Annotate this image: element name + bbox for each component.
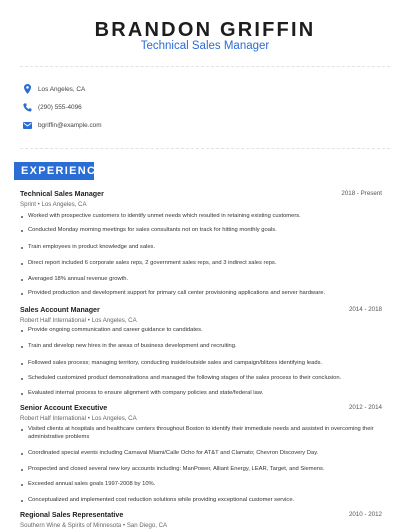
job-title: Regional Sales Representative xyxy=(20,511,124,519)
job-entry xyxy=(20,511,382,529)
job-bullet: Averaged 18% annual revenue growth. xyxy=(20,276,390,284)
job-bullet: Train employees in product knowledge and sales. xyxy=(20,244,390,252)
job-bullet: Visited clients at hospitals and healthcare centers throughout Boston to identify their immediate needs and assisted in overcoming their administrative problems xyxy=(20,426,383,441)
location-pin-icon xyxy=(22,84,32,94)
job-location: Los Angeles, CA xyxy=(41,201,87,208)
job-location: Los Angeles, CA xyxy=(91,317,137,324)
job-company-location: Southern Wine & Spirits of Minnesota • San Diego, CA xyxy=(20,522,168,529)
job-bullet: Evaluated internal process to ensure alignment with company policies and state/federal law. xyxy=(20,390,390,398)
job-title: Senior Account Executive xyxy=(20,404,108,412)
job-entry xyxy=(20,306,382,396)
job-company: Southern Wine & Spirits of Minnesota xyxy=(20,522,122,529)
contact-location xyxy=(22,83,85,95)
job-title: Sales Account Manager xyxy=(20,306,100,314)
job-bullet: Followed sales process; managing territory, conducting inside/outside sales and campaign/blitzes identifying leads. xyxy=(20,360,390,368)
phone-icon xyxy=(22,102,32,112)
job-bullet: Exceeded annual sales goals 1997-2008 by 10%. xyxy=(20,481,390,489)
divider xyxy=(20,66,390,67)
contact-email[interactable] xyxy=(22,119,102,131)
contact-email-text[interactable]: bgriffin@example.com xyxy=(38,121,102,129)
job-location: Los Angeles, CA xyxy=(91,415,137,422)
contact-phone xyxy=(22,101,82,113)
job-bullet: Coordinated special events including Carnaval Miami/Calle Ocho for AT&T and Clamato; Chevron Discovery Day. xyxy=(20,450,390,458)
contact-phone-text: (290) 555-4096 xyxy=(38,103,82,111)
job-bullet: Conducted Monday morning meetings for sales consultants not on track for hitting monthly goals. xyxy=(20,227,390,235)
job-dates: 2014 - 2018 xyxy=(348,306,382,313)
job-bullet: Prospected and closed several new key accounts including: ManPower, Alliant Energy, LEAR, Target, and Siemens. xyxy=(20,466,390,474)
job-dates: 2018 - Present xyxy=(341,190,382,197)
job-company-location: Robert Half International • Los Angeles, CA xyxy=(20,415,137,422)
job-company: Robert Half International xyxy=(20,317,87,324)
contact-location-text: Los Angeles, CA xyxy=(38,85,86,93)
job-entry xyxy=(20,404,382,503)
job-title: Technical Sales Manager xyxy=(20,190,104,198)
candidate-role: Technical Sales Manager xyxy=(140,40,270,52)
job-company: Robert Half International xyxy=(20,415,87,422)
job-bullet: Train and develop new hires in the areas of business development and recruiting. xyxy=(20,343,390,351)
candidate-name: BRANDON GRIFFIN xyxy=(94,19,316,41)
job-location: San Diego, CA xyxy=(126,522,168,529)
section-title-experience: EXPERIENCE xyxy=(14,162,94,180)
divider xyxy=(20,148,390,149)
job-dates: 2010 - 2012 xyxy=(348,511,382,518)
mail-icon xyxy=(22,120,32,130)
job-bullet: Provide ongoing communication and career guidance to candidates. xyxy=(20,327,390,335)
job-bullet: Conceptualized and implemented cost reduction solutions while providing exceptional customer service. xyxy=(20,497,390,505)
job-entry xyxy=(20,190,382,296)
job-bullet: Direct report included 6 corporate sales reps, 2 government sales reps, and 3 indirect sales reps. xyxy=(20,260,390,268)
job-company-location: Robert Half International • Los Angeles, CA xyxy=(20,317,137,324)
job-company-location: Sprint • Los Angeles, CA xyxy=(20,201,87,208)
job-dates: 2012 - 2014 xyxy=(348,404,382,411)
job-bullet: Worked with prospective customers to identify unmet needs which resulted in retaining existing customers. xyxy=(20,213,390,221)
job-bullet: Provided production and development support for primary call center provisioning applications and server hardware. xyxy=(20,290,390,298)
job-company: Sprint xyxy=(20,201,36,208)
job-bullet: Scheduled customized product demonstrations and managed the following stages of the sales process to their conclusion. xyxy=(20,375,390,383)
